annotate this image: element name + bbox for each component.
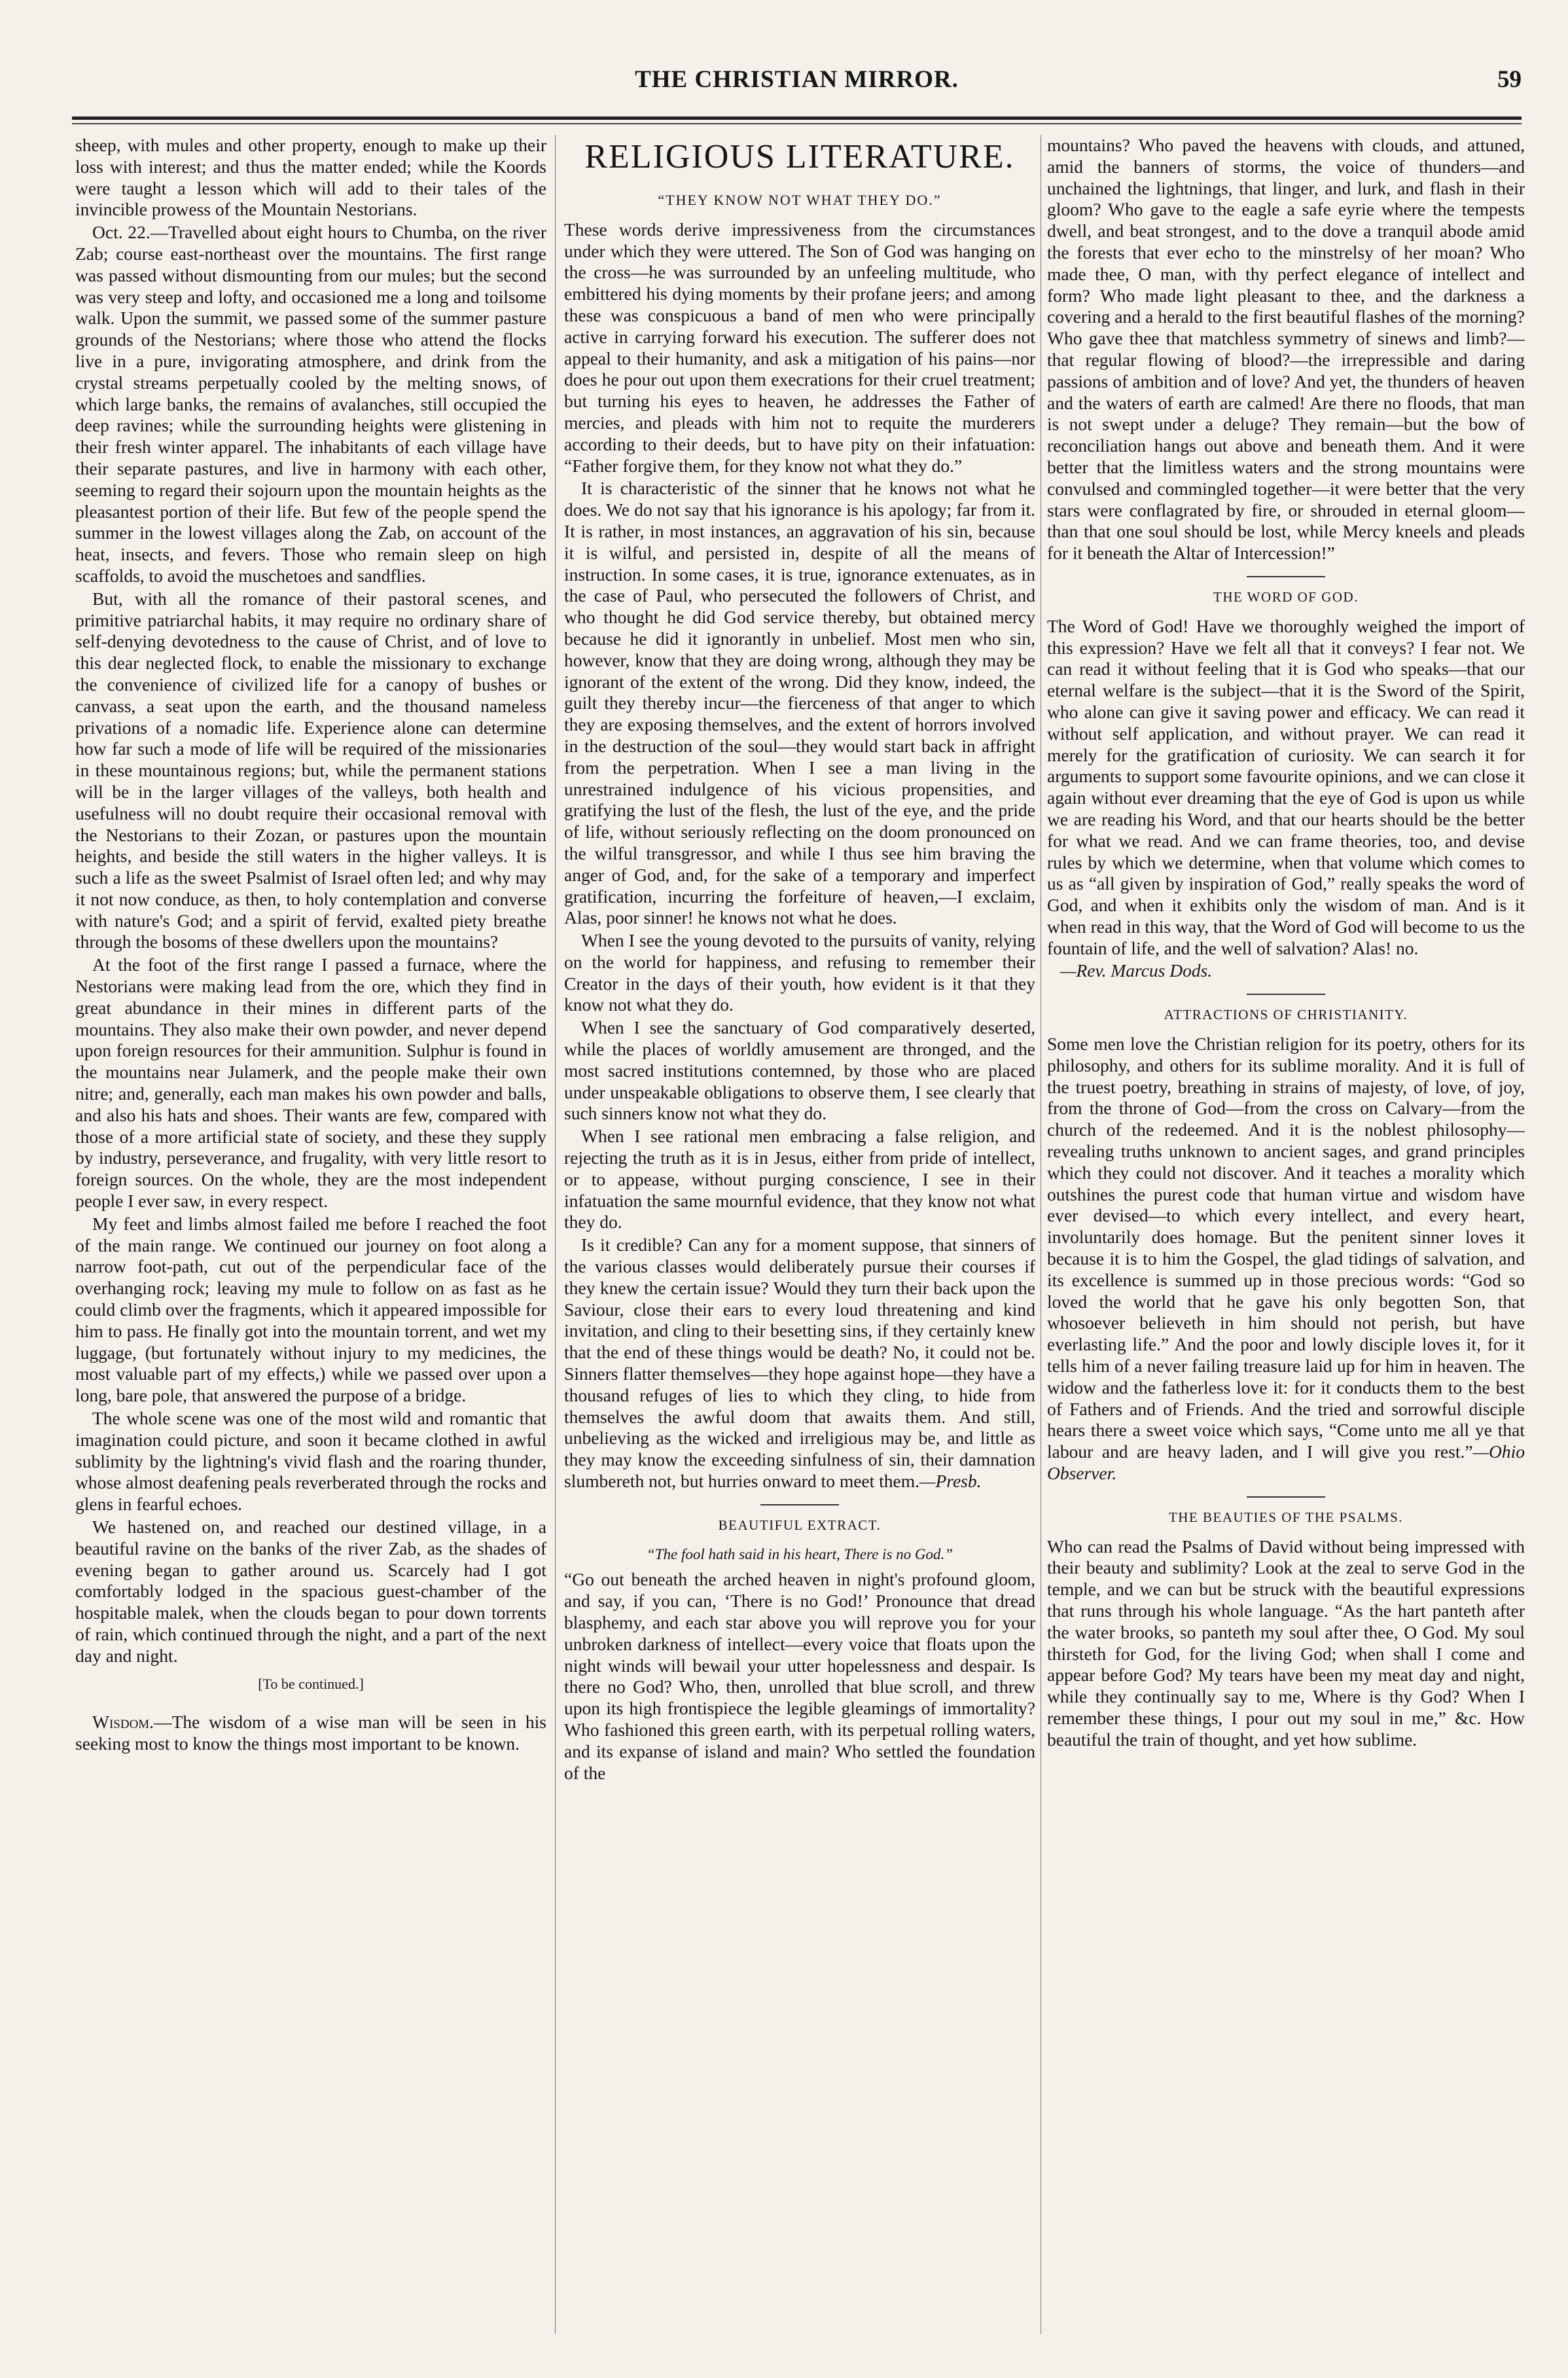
paragraph: Who can read the Psalms of David without being impressed with their beauty and sublimity? Look at the zeal to serve God in the temple, and we can but be struck with the beautiful expressions that runs through his whole language. “As the hart panteth after the water brooks, so panteth my soul after thee, O God. My soul thirsteth for God, for the living God; when shall I come and appear before God? My tears have been my meat day and night, while they continually say to me, Where is thy God? When I remember these things, I pour out my soul in me,” &c. How beautiful the train of thought, and yet how sublime. — [1047, 1536, 1525, 1750]
paragraph: sheep, with mules and other property, enough to make up their loss with interest; and thus the matter ended; while the Koords were taught a lesson which will add to their tales of the invincible prowess of the Mountain Nestorians. — [75, 135, 546, 220]
paragraph: “Go out beneath the arched heaven in night's profound gloom, and say, if you can, ‘There is no God!’ Pronounce that dread blasphemy, and each star above you will reprove you for your unbroken darkness of intellect—every voice that floats upon the night winds will bewail your utter hopelessness and despair. Is there no God? Who, then, unrolled that blue scroll, and threw upon its high frontispiece the legible gleamings of immortality? Who fashioned this green earth, with its perpetual rolling waters, and its expanse of island and main? Who settled the foundation of the — [564, 1569, 1035, 1783]
column-1 — [75, 135, 546, 2334]
paragraph: When I see the young devoted to the pursuits of vanity, relying on the world for happiness, and refusing to remember their Creator in the days of their youth, how evident is it that they know not what they do. — [564, 930, 1035, 1015]
epigraph: “The fool hath said in his heart, There is no God.” — [646, 1545, 953, 1562]
continued-note: [To be continued.] — [258, 1675, 364, 1692]
paragraph: The Word of God! Have we thoroughly weighed the import of this expression? Have we felt all that it conveys? I fear not. We can read it without feeling that it is God who speaks—that our eternal welfare is the subject—that it is the Sword of the Spirit, who alone can give it saving power and efficacy. We can read it without self application, and without prayer. We can read it merely for the gratification of curiosity. We can search it for arguments to support some favourite opinions, and we can close it again without ever dreaming that the eye of God is upon us while we are reading his Word, and that our hearts should be the better for what we read. And we can frame theories, too, and devise rules by which we determine, when that volume which comes to us as “all given by inspiration of God,” really speaks the word of God, and when it exhibits only the wisdom of man. And is it when read in this way, that the Word of God will become to us the fountain of life, and the well of salvation? Alas! no. — [1047, 615, 1525, 958]
paragraph: Oct. 22.—Travelled about eight hours to Chumba, on the river Zab; course east-northeast over the mountains. The first range was passed without dismounting from our mules; but the second was very steep and lofty, and occasioned me a long and toilsome walk. Upon the summit, we passed some of the summer pasture grounds of the Nestorians; where those who attend the flocks live in a pure, invigorating atmosphere, and drink from the crystal streams perpetually cooled by the melting snows, of which large banks, the remains of avalanches, still occupied the deep ravines; while the surrounding heights were glistening in their fresh winter apparel. The inhabitants of each village have their separate pastures, and live in harmony with each other, seeming to regard their sojourn upon the mountain heights as the pleasantest portion of their life. But few of the people spend the summer in the lowest villages along the Zab, on account of the heat, insects, and fevers. Those who remain sleep on high scaffolds, to avoid the muschetoes and sandflies. — [75, 222, 546, 586]
paragraph: The whole scene was one of the most wild and romantic that imagination could picture, and soon it became clothed in awful sublimity by the lightning's vivid flash and the roaring thunder, whose almost deafening peals reverberated through the rocks and glens in fearful echoes. — [75, 1408, 546, 1515]
masthead — [72, 60, 1522, 106]
paragraph: When I see rational men embracing a false religion, and rejecting the truth as it is in Jesus, either from pride of intellect, or to appease, without purging conscience, I see in their infatuation the same mournful evidence, that they know not what they do. — [564, 1126, 1035, 1233]
attribution: —Rev. Marcus Dods. — [1060, 960, 1213, 981]
paragraph-text: Is it credible? Can any for a moment suppose, that sinners of the various classes would deliberately pursue their courses if they knew the certain issue? Would they turn their back upon the Saviour, close their ears to every loud threatening and kind invitation, and cling to their besetting sins, if they certainly knew that the end of these things would be death? No, it could not be. Sinners flatter themselves—they hope against hope—they have a thousand refuges of lies to which they cling, to hide from themselves the awful doom that awaits them. And still, unbelieving as the wicked and irreligious may be, and little as they may know the exceeding sinfulness of sin, their damnation slumbereth not, but hurries onward to meet them. — [564, 1234, 1035, 1492]
column-3 — [1047, 135, 1525, 2334]
publication-title: THE CHRISTIAN MIRROR. — [635, 66, 959, 93]
paragraph — [1047, 1034, 1525, 1485]
column-2 — [564, 135, 1035, 2334]
paragraph — [564, 1234, 1035, 1492]
article-heading: THE WORD OF GOD. — [1213, 588, 1359, 605]
paragraph: mountains? Who paved the heavens with clouds, and attuned, amid the banners of storms, the voice of thunders—and unchained the lightnings, that linger, and lurk, and flash in their gloom? Who gave to the eagle a safe eyrie where the tempests dwell, and beat strongest, and to the dove a tranquil abode amid the forests that ever echo to the minstrelsy of her moan? Who made thee, O man, with thy perfect elegance of intellect and form? Who made light pleasant to thee, and the darkness a covering and a herald to the first beautiful flashes of the morning? Who gave thee that matchless symmetry of sinews and limb?—that regular flowing of blood?—the irrepressible and daring passions of ambition and of love? And yet, the thunders of heaven and the waters of earth are calmed! Are there no floods, that man is not swept under a deluge? They remain—but the bow of reconciliation hangs out above and beneath them. And it were better that the limitless waters and the strong mountains were convulsed and commingled together—it were better that the very stars were conflagrated by fire, or shrouded in eternal gloom—than that one soul should be lost, while Mercy kneels and pleads for it beneath the Altar of Intercession!” — [1047, 135, 1525, 564]
article-heading: THE BEAUTIES OF THE PSALMS. — [1168, 1509, 1404, 1525]
section-title: RELIGIOUS LITERATURE. — [584, 138, 1015, 175]
header-rule-thick — [72, 117, 1522, 120]
paragraph: These words derive impressiveness from the circumstances under which they were uttered. The Son of God was hanging on the cross—he was surrounded by an unfeeling multitude, who embittered his dying moments by their profane jeers; and among these was conspicuous a band of men who were principally active in carrying forward his execution. The sufferer does not appeal to their humanity, and ask a mitigation of his pains—nor does he pour out upon them execrations for their cruel treatment; but turning his eyes to heaven, he addresses the Father of mercies, and pleads with him not to requite the murderers according to their deeds, but to have pity on their infatuation: “Father forgive them, for they know not what they do.” — [564, 219, 1035, 476]
paragraph-text: Some men love the Christian religion for its poetry, others for its philosophy, and others for its sublime morality. And it is full of the truest poetry, breathing in strains of majesty, of love, of joy, from the throne of God—from the cross on Calvary—from the church of the redeemed. And it is the noblest philosophy—revealing truths unknown to ancient sages, and grand principles which they could not discover. And it teaches a morality which outshines the purest code that human virtue and wisdom have ever devised—to which every intellect, and every heart, involuntarily does homage. But the penitent sinner loves it because it is to him the Gospel, the glad tidings of salvation, and its excellence is summed up in those precious words: “God so loved the world that he gave his only begotten Son, that whosoever believeth in him should not perish, but have everlasting life.” And the poor and lowly disciple loves it, for it tells him of a never failing treasure laid up for him in heaven. The widow and the fatherless love it: for it conducts them to the best of Fathers and of Friends. And the tried and sorrowful disciple hears there a sweet voice which says, “Come unto me all ye that labour and are heavy laden, and I will give you rest.” — [1047, 1034, 1525, 1462]
paragraph: We hastened on, and reached our destined village, in a beautiful ravine on the banks of the river Zab, as the shades of evening began to gather around us. Scarcely had I got comfortably lodged in the spacious guest-chamber of the hospitable malek, when the clouds began to pour down torrents of rain, which continued through the night, and a part of the next day and night. — [75, 1517, 546, 1666]
paragraph: My feet and limbs almost failed me before I reached the foot of the main range. We continued our journey on foot along a narrow foot-path, cut out of the perpendicular face of the overhanging rock; leaving my mule to follow on as fast as he could climb over the fragments, which it appeared impossible for him to pass. He finally got into the mountain torrent, and wet my luggage, (but fortunately without injury to my medicines, the most valuable part of my effects,) while we passed over upon a long, bare pole, that answered the purpose of a bridge. — [75, 1213, 546, 1406]
article-heading: BEAUTIFUL EXTRACT. — [718, 1517, 882, 1533]
header-rule-thin — [72, 123, 1522, 124]
section-divider — [1247, 576, 1325, 577]
article-heading: ATTRACTIONS OF CHRISTIANITY. — [1164, 1007, 1408, 1023]
attribution: —Ohio Observer. — [1047, 1441, 1525, 1484]
wisdom-label: Wisdom. — [92, 1712, 154, 1733]
page-number: 59 — [1497, 66, 1522, 93]
paragraph: At the foot of the first range I passed a furnace, where the Nestorians were making lead from the ore, which they find in great abundance in their mines in different parts of the mountains. They also make their own powder, and never depend upon foreign resources for their ammunition. Sulphur is found in the mountains near Julamerk, and the people make their own nitre; and, generally, each man makes his own powder and balls, and also his hats and shoes. Their wants are few, compared with those of a more artificial state of society, and these they supply by industry, perseverance, and frugality, with very little resort to foreign sources. On the whole, they are the most independent people I ever saw, in every respect. — [75, 954, 546, 1212]
section-divider — [1247, 994, 1325, 995]
paragraph: It is characteristic of the sinner that he knows not what he does. We do not say that his ignorance is his apology; far from it. It is rather, in most instances, an aggravation of his sin, because it is wilful, and persisted in, despite of all the means of instruction. In some cases, it is true, ignorance extenuates, as in the case of Paul, who persecuted the followers of Christ, and who thought he did God service thereby, but obtained mercy because he did it ignorantly in unbelief. Most men who sin, however, know that they are doing wrong, although they may be ignorant of the extent of the wrong. Did they know, indeed, the guilt they thereby incur—the fierceness of that anger to which they are exposing themselves, and the extent of horrors involved in the destruction of the soul—they would start back in affright from the perpetration. When I see a man living in the unrestrained indulgence of his vicious propensities, and gratifying the lust of the flesh, the lust of the eye, and the pride of life, without seriously reflecting on the doom pronounced on the wilful transgressor, and while I thus see him braving the anger of God, and, for the sake of a temporary and imperfect gratification, incurring the forfeiture of heaven,—I exclaim, Alas, poor sinner! he knows not what he does. — [564, 478, 1035, 928]
paragraph: When I see the sanctuary of God comparatively deserted, while the places of worldly amusement are thronged, and the most sacred institutions contemned, by those who are placed under unspeakable obligations to observe them, I see clearly that such sinners know not what they do. — [564, 1017, 1035, 1124]
paragraph: But, with all the romance of their pastoral scenes, and primitive patriarchal habits, it may require no ordinary share of self-denying devotedness to the cause of Christ, and of love to this dear neglected flock, to enable the missionary to exchange the convenience of civilized life for a canopy of bushes or canvass, a seat upon the earth, and the thousand nameless privations of a nomadic life. Experience alone can determine how far such a mode of life will be required of the missionaries in these mountainous regions; but, while the permanent stations will be in the larger villages of the valleys, both health and usefulness will no doubt require their occasional removal with the Nestorians to their Zozan, or pastures upon the mountain heights, and beside the still waters in the higher valleys. It is such a life as the sweet Psalmist of Israel often led; and why may it not now conduce, as then, to holy contemplation and converse with nature's God; and a spirit of fervid, exalted piety breathe through the bosoms of these dwellers upon the mountains? — [75, 588, 546, 952]
section-divider — [1247, 1496, 1325, 1498]
wisdom-text: —The wisdom of a wise man will be seen in his seeking most to know the things most important to be known. — [75, 1712, 546, 1754]
section-divider — [760, 1504, 839, 1505]
attribution: —Presb. — [919, 1471, 982, 1492]
article-heading: “THEY KNOW NOT WHAT THEY DO.” — [658, 192, 942, 208]
column-divider — [555, 135, 556, 2334]
wisdom-paragraph — [75, 1712, 546, 1755]
